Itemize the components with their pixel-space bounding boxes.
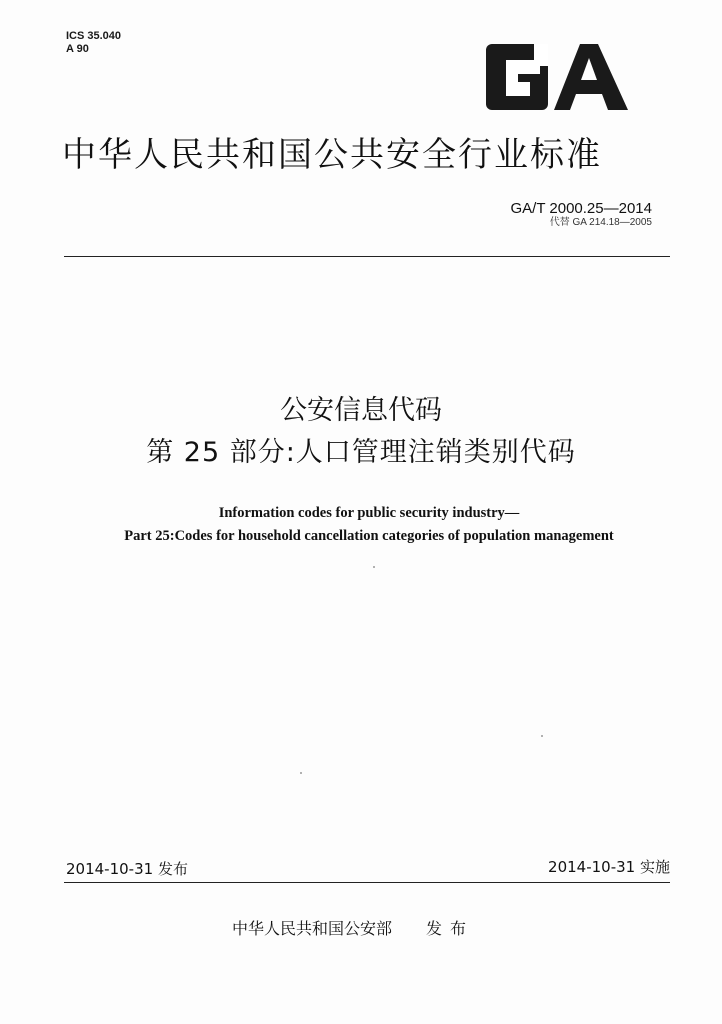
standard-number: GA/T 2000.25—2014 — [510, 200, 652, 217]
english-title — [0, 502, 722, 548]
ga-logo — [484, 40, 630, 114]
english-title-line2: Part 25:Codes for household cancellation categories of population management — [124, 528, 614, 544]
publisher-line — [232, 918, 474, 940]
classification-codes — [66, 30, 121, 56]
standard-category-title: 中华人民共和国公共安全行业标准 — [62, 135, 602, 175]
publisher-name: 中华人民共和国公安部 — [232, 919, 393, 938]
chinese-title — [0, 390, 722, 474]
scan-speck — [300, 772, 302, 774]
standard-number-block — [511, 200, 653, 229]
scan-speck — [541, 735, 543, 737]
english-title-line1: Information codes for public security industry— — [218, 505, 520, 521]
replaces-standard: 代替 GA 214.18—2005 — [549, 217, 652, 228]
ccs-code: A 90 — [66, 43, 89, 55]
implementation-date: 2014-10-31 实施 — [548, 858, 670, 876]
bottom-divider — [64, 882, 670, 883]
issue-date: 2014-10-31 发布 — [66, 860, 188, 878]
publisher-action: 发布 — [426, 919, 475, 938]
top-divider — [64, 256, 670, 257]
scan-speck — [373, 566, 375, 568]
chinese-title-line2: 第 25 部分:人口管理注销类别代码 — [146, 437, 576, 468]
ics-code: ICS 35.040 — [66, 30, 122, 42]
chinese-title-line1: 公安信息代码 — [280, 395, 442, 426]
